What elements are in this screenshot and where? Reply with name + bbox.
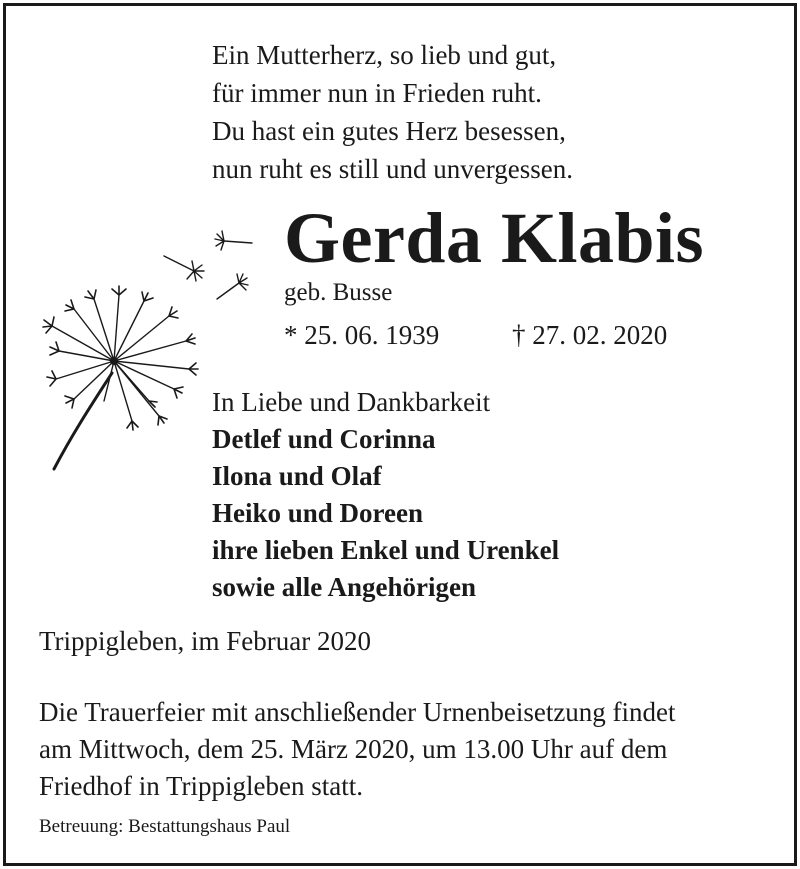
birth-date: * 25. 06. 1939 [284, 320, 440, 350]
service-line: Friedhof in Trippigleben statt. [39, 771, 363, 801]
poem-line: für immer nun in Frieden ruht. [212, 78, 542, 108]
mourner-name: Heiko und Doreen [212, 498, 424, 528]
poem [212, 36, 573, 188]
mourner-name: Ilona und Olaf [212, 461, 382, 491]
service-info [39, 694, 779, 805]
poem-line: nun ruht es still und unvergessen. [212, 154, 573, 184]
poem-line: Ein Mutterherz, so lieb und gut, [212, 40, 557, 70]
mourner-name: ihre lieben Enkel und Urenkel [212, 535, 560, 565]
death-date: † 27. 02. 2020 [512, 320, 668, 350]
mourner-name: Detlef und Corinna [212, 424, 436, 454]
life-dates [284, 318, 668, 352]
service-line: am Mittwoch, dem 25. März 2020, um 13.00 Uhr auf dem [39, 734, 668, 764]
mourner-name: sowie alle Angehörigen [212, 572, 476, 602]
funeral-home-credit: Betreuung: Bestattungshaus Paul [39, 816, 291, 837]
mourners-intro: In Liebe und Dankbarkeit [212, 387, 491, 417]
deceased-name: Gerda Klabis [284, 198, 705, 278]
poem-line: Du hast ein gutes Herz besessen, [212, 116, 566, 146]
birth-name: geb. Busse [284, 279, 393, 306]
obituary-notice [3, 3, 797, 866]
mourners [212, 384, 559, 606]
place-date: Trippigleben, im Februar 2020 [39, 626, 371, 656]
service-line: Die Trauerfeier mit anschließender Urnenbeisetzung findet [39, 697, 676, 727]
